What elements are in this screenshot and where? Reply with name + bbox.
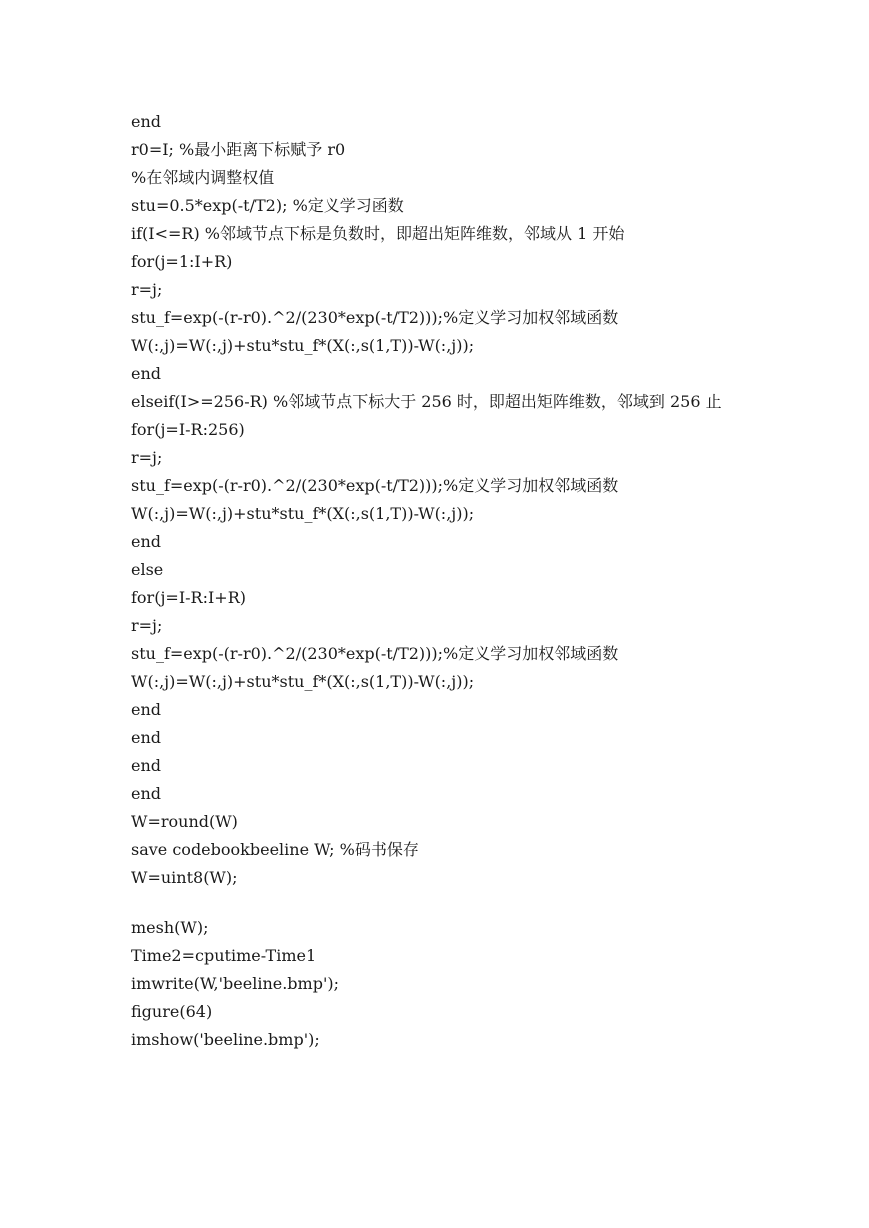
blank-line xyxy=(131,892,751,914)
code-line: end xyxy=(131,784,162,803)
matlab-code-block xyxy=(131,108,751,1054)
code-line-wrapped: elseif(I>=256-R) %邻域节点下标大于 256 时，即超出矩阵维数，邻域到 256 止 xyxy=(131,392,722,411)
code-line: end xyxy=(131,364,162,383)
code-line: %在邻域内调整权值 xyxy=(131,168,275,187)
code-line: r=j; xyxy=(131,448,163,467)
code-line: save codebookbeeline W; %码书保存 xyxy=(131,840,419,859)
code-line: r=j; xyxy=(131,280,163,299)
code-line: imshow('beeline.bmp'); xyxy=(131,1030,320,1049)
code-line: mesh(W); xyxy=(131,918,209,937)
code-line: else xyxy=(131,560,164,579)
code-line: stu=0.5*exp(-t/T2); %定义学习函数 xyxy=(131,196,404,215)
code-line: end xyxy=(131,532,162,551)
code-line: r0=I; %最小距离下标赋予 r0 xyxy=(131,140,346,159)
code-line: W(:,j)=W(:,j)+stu*stu_f*(X(:,s(1,T))-W(:,j)); xyxy=(131,504,475,523)
code-line: figure(64) xyxy=(131,1002,213,1021)
code-line: W(:,j)=W(:,j)+stu*stu_f*(X(:,s(1,T))-W(:,j)); xyxy=(131,672,475,691)
code-line: stu_f=exp(-(r-r0).^2/(230*exp(-t/T2)));%定义学习加权邻域函数 xyxy=(131,644,619,663)
code-line: for(j=I-R:256) xyxy=(131,420,245,439)
code-line: end xyxy=(131,756,162,775)
code-line: for(j=1:I+R) xyxy=(131,252,233,271)
code-line: W=uint8(W); xyxy=(131,868,238,887)
code-line: for(j=I-R:I+R) xyxy=(131,588,246,607)
code-line: stu_f=exp(-(r-r0).^2/(230*exp(-t/T2)));%定义学习加权邻域函数 xyxy=(131,308,619,327)
code-line: end xyxy=(131,700,162,719)
code-line: stu_f=exp(-(r-r0).^2/(230*exp(-t/T2)));%定义学习加权邻域函数 xyxy=(131,476,619,495)
code-line: imwrite(W,'beeline.bmp'); xyxy=(131,974,339,993)
code-line: W=round(W) xyxy=(131,812,238,831)
code-line: if(I<=R) %邻域节点下标是负数时，即超出矩阵维数，邻域从 1 开始 xyxy=(131,224,625,243)
code-line: W(:,j)=W(:,j)+stu*stu_f*(X(:,s(1,T))-W(:,j)); xyxy=(131,336,475,355)
code-line: end xyxy=(131,728,162,747)
code-line: end xyxy=(131,112,162,131)
code-line: r=j; xyxy=(131,616,163,635)
code-line: Time2=cputime-Time1 xyxy=(131,946,317,965)
